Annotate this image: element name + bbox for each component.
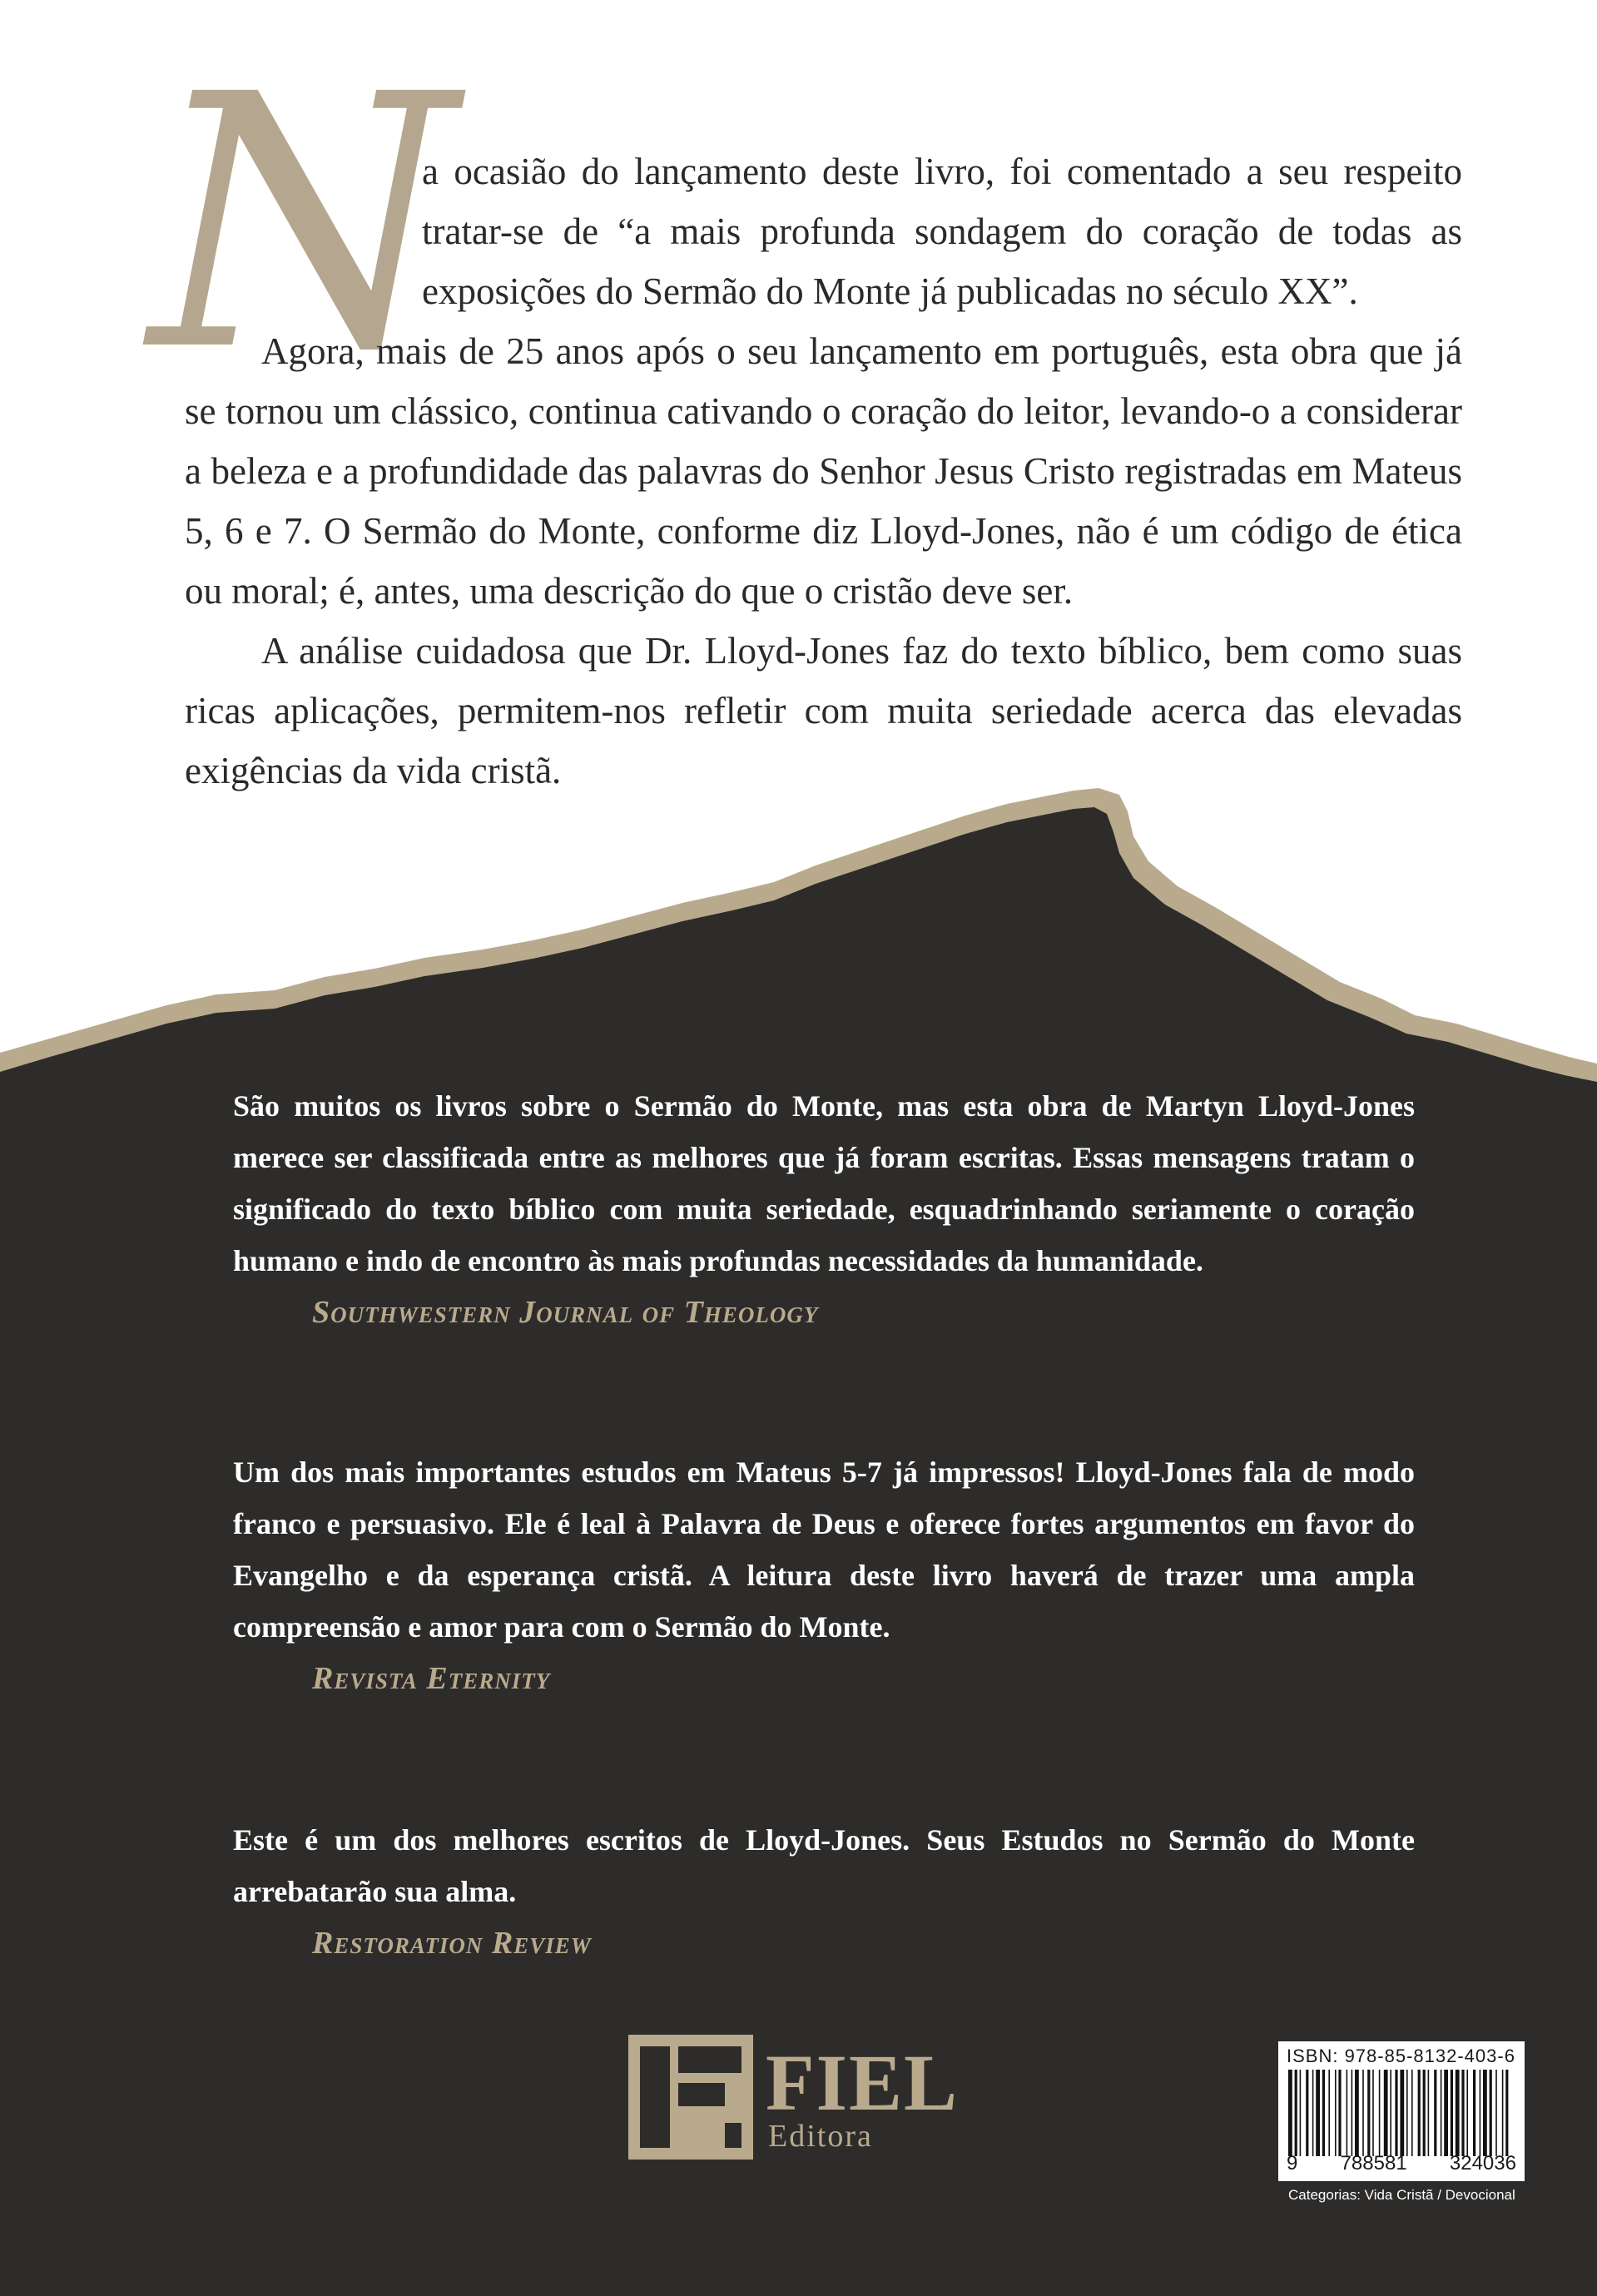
review-quote xyxy=(233,1080,1415,1338)
publisher-logo xyxy=(628,2035,978,2160)
barcode-bar xyxy=(1316,2070,1320,2156)
quote-source: Restoration Review xyxy=(312,1926,592,1961)
barcode-bar xyxy=(1328,2070,1330,2156)
barcode-bar xyxy=(1495,2070,1497,2156)
publisher-name: FIEL xyxy=(766,2038,960,2127)
intro-paragraph: a ocasião do lançamento deste livro, foi comentado a seu respeito tratar-se de “a mais profunda sondagem do coração de todas as exposições do Sermão do Monte já publicadas no século XX”. xyxy=(422,151,1462,312)
barcode-bar xyxy=(1288,2070,1292,2156)
barcode-bar xyxy=(1351,2070,1353,2156)
isbn-digit-group: 324036 xyxy=(1449,2152,1516,2175)
isbn-digits xyxy=(1287,2153,1516,2175)
fiel-logo-icon xyxy=(628,2035,753,2160)
barcode-bar xyxy=(1347,2070,1348,2156)
intro-paragraph: A análise cuidadosa que Dr. Lloyd-Jones faz do texto bíblico, bem como suas ricas aplicações, permitem-nos refletir com muita seriedade acerca das elevadas exigências da vida cristã. xyxy=(185,630,1462,791)
publisher-subtitle: Editora xyxy=(768,2119,873,2154)
barcode-bar xyxy=(1466,2070,1468,2156)
isbn-digit-group: 9 xyxy=(1287,2152,1298,2175)
barcode-bar xyxy=(1406,2070,1408,2156)
quote-text: Um dos mais importantes estudos em Mateus 5-7 já impressos! Lloyd-Jones fala de modo franco e persuasivo. Ele é leal à Palavra de Deus e oferece fortes argumentos em favor do Evangelho e da esperança cristã. A leitura deste livro haverá de trazer uma ampla compreensão e amor para com o Sermão do Monte. xyxy=(233,1455,1415,1644)
isbn-barcode-box xyxy=(1278,2041,1525,2181)
barcode-bar xyxy=(1322,2070,1325,2156)
barcode-bar xyxy=(1444,2070,1448,2156)
barcode-bar xyxy=(1441,2070,1442,2156)
barcode-bar xyxy=(1367,2070,1370,2156)
barcode-bar xyxy=(1300,2070,1302,2156)
categories-text: Categorias: Vida Cristã / Devocional xyxy=(1288,2187,1515,2203)
barcode-bar xyxy=(1502,2070,1504,2156)
barcode-bar xyxy=(1461,2070,1464,2156)
barcode-bar xyxy=(1418,2070,1421,2156)
intro-paragraph: Agora, mais de 25 anos após o seu lançamento em português, esta obra que já se tornou um clássico, continua cativando o coração do leitor, levando-o a considerar a beleza e a profundidade das palavras do Senhor Jesus Cristo registradas em Mateus 5, 6 e 7. O Sermão do Monte, conforme diz Lloyd-Jones, não é um código de ética ou moral; é, antes, uma descrição do que o cristão deve ser. xyxy=(185,330,1462,612)
isbn-digit-group: 788581 xyxy=(1340,2152,1407,2175)
barcode-bar xyxy=(1390,2070,1391,2156)
barcode-bar xyxy=(1483,2070,1487,2156)
barcode-bar xyxy=(1395,2070,1397,2156)
barcode-bar xyxy=(1384,2070,1388,2156)
barcode-bar xyxy=(1428,2070,1430,2156)
barcode-bar xyxy=(1423,2070,1426,2156)
barcode-bar xyxy=(1490,2070,1492,2156)
barcode-bar xyxy=(1306,2070,1308,2156)
barcode-bar xyxy=(1372,2070,1374,2156)
review-quote xyxy=(233,1814,1415,1969)
quote-text: Este é um dos melhores escritos de Lloyd-Jones. Seus Estudos no Sermão do Monte arrebatarão sua alma. xyxy=(233,1823,1415,1908)
barcode-bar xyxy=(1505,2070,1508,2156)
barcode-bar xyxy=(1379,2070,1381,2156)
barcode-bar xyxy=(1434,2070,1436,2156)
barcode-bar xyxy=(1362,2070,1364,2156)
barcode-bar xyxy=(1456,2070,1460,2156)
barcode-bar xyxy=(1411,2070,1413,2156)
quote-text: São muitos os livros sobre o Sermão do Monte, mas esta obra de Martyn Lloyd-Jones merece ser classificada entre as melhores que já foram escritas. Essas mensagens tratam o significado do texto bíblico com muita seriedade, esquadrinhando seriamente o coração humano e indo de encontro às mais profundas necessidades da humanidade. xyxy=(233,1089,1415,1277)
barcode-bar xyxy=(1335,2070,1337,2156)
dropcap-letter: N xyxy=(150,21,448,428)
isbn-label: ISBN: 978-85-8132-403-6 xyxy=(1287,2046,1515,2066)
barcode-bar xyxy=(1295,2070,1297,2156)
barcode-bar xyxy=(1451,2070,1453,2156)
barcode-bar xyxy=(1312,2070,1314,2156)
barcode-bar xyxy=(1400,2070,1404,2156)
barcode-icon xyxy=(1287,2070,1516,2156)
intro-text xyxy=(185,141,1462,801)
quote-source: Revista Eternity xyxy=(312,1661,551,1696)
barcode-bar xyxy=(1355,2070,1359,2156)
barcode-bar xyxy=(1473,2070,1475,2156)
quote-source: Southwestern Journal of Theology xyxy=(312,1295,819,1330)
review-quote xyxy=(233,1446,1415,1704)
barcode-bar xyxy=(1338,2070,1341,2156)
barcode-bar xyxy=(1480,2070,1481,2156)
